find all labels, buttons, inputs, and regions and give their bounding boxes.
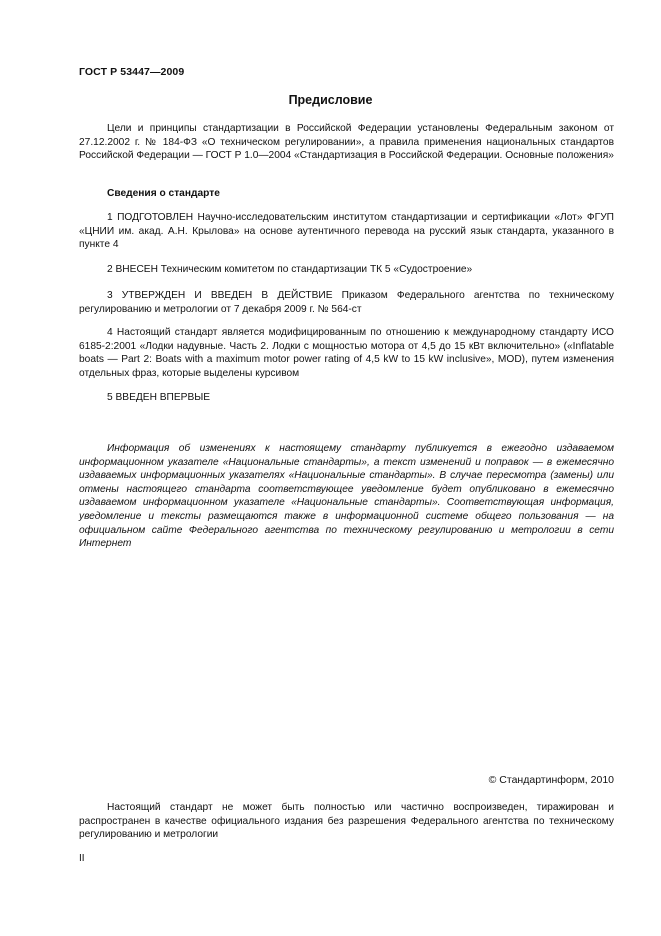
reproduction-notice [79,801,614,842]
info-item-5 [79,391,614,405]
info-item-text: 3 УТВЕРЖДЕН И ВВЕДЕН В ДЕЙСТВИЕ Приказом Федерального агентства по техническому регулированию и метрологии от 7 декабря 2009 г. № 564-ст [79,290,614,315]
info-item-3 [79,289,614,316]
info-item-text: 2 ВНЕСЕН Техническим комитетом по стандартизации ТК 5 «Судостроение» [107,264,473,275]
page-number: II [79,853,85,864]
info-heading: Сведения о стандарте [107,188,220,199]
info-item-1 [79,211,614,252]
page-title: Предисловие [288,93,373,107]
changes-notice-text: Информация об изменениях к настоящему стандарту публикуется в ежегодно издаваемом информационном указателе «Национальные стандарты», а текст изменений и поправок — в ежемесячно издаваемых информационных указателях «Национальные стандарты». В случае пересмотра (замены) или отмены настоящего стандарта соответствующее уведомление будет опубликовано в ежемесячно издаваемом информационном указателе «Национальные стандарты». Соответствующая информация, уведомление и тексты размещаются также в информационной системе общего пользования — на официальном сайте Федерального агентства по техническому регулированию и метрологии в сети Интернет [79,443,614,550]
info-heading-block [79,187,614,201]
info-item-text: 4 Настоящий стандарт является модифицированным по отношению к международному стандарту ИСО 6185-2:2001 «Лодки надувные. Часть 2. Лодки с мощностью мотора от 4,5 до 15 кВт включительно» («Inflatable boats — Part 2: Boats with a maximum motor power rating of 4,5 kW to 15 kW inclusive», MOD), путем изменения отдельных фраз, которые выделены курсивом [79,327,614,379]
info-item-4 [79,326,614,380]
info-item-2 [79,263,614,277]
info-item-text: 5 ВВЕДЕН ВПЕРВЫЕ [107,392,211,403]
reproduction-notice-text: Настоящий стандарт не может быть полностью или частично воспроизведен, тиражирован и распространен в качестве официального издания без разрешения Федерального агентства по техническому регулированию и метрологии [79,802,614,841]
document-code-header: ГОСТ Р 53447—2009 [79,66,185,78]
info-item-text: 1 ПОДГОТОВЛЕН Научно-исследовательским институтом стандартизации и сертификации «Лот» ФГУП «ЦНИИ им. акад. А.Н. Крылова» на основе аутентичного перевода на русский язык стандарта, указанного в пункте 4 [79,212,614,251]
changes-notice [79,442,614,551]
copyright-line: © Стандартинформ, 2010 [488,774,614,786]
intro-text: Цели и принципы стандартизации в Российской Федерации установлены Федеральным законом от 27.12.2002 г. № 184-ФЗ «О техническом регулировании», а правила применения национальных стандартов Российской Федерации — ГОСТ Р 1.0—2004 «Стандартизация в Российской Федерации. Основные положения» [79,123,614,162]
intro-paragraph [79,122,614,163]
